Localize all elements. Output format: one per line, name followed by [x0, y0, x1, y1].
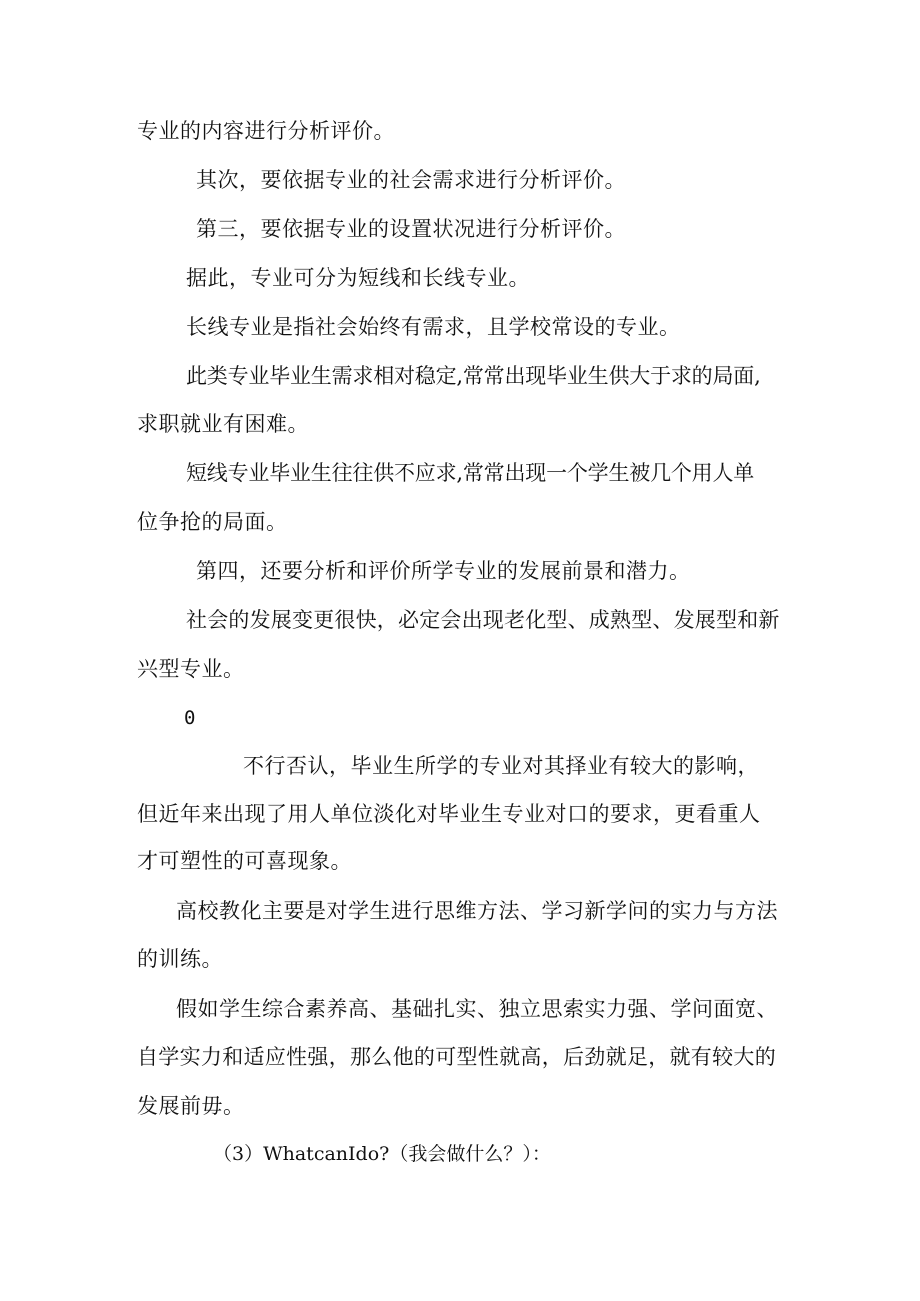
text-line: 的训练。 [137, 947, 223, 971]
text-line: 假如学生综合素养高、基础扎实、独立思索实力强、学问面宽、 [176, 997, 778, 1021]
text-line: 不行否认，毕业生所学的专业对其择业有较大的影响， [243, 754, 759, 778]
text-line: 求职就业有困难。 [137, 412, 309, 436]
text-line: 专业的内容进行分析评价。 [137, 119, 395, 143]
section-heading: （3）WhatcanIdo?（我会做什么？）： [213, 1143, 551, 1165]
text-line: 0 [184, 707, 196, 729]
text-line: 才可塑性的可喜现象。 [137, 849, 352, 873]
text-line: 此类专业毕业生需求相对稳定,常常出现毕业生供大于求的局面, [186, 364, 761, 388]
text-line: 据此，专业可分为短线和长线专业。 [186, 266, 530, 290]
text-line: 第四，还要分析和评价所学专业的发展前景和潜力。 [196, 559, 691, 583]
text-line: 自学实力和适应性强，那么他的可型性就高，后劲就足，就有较大的 [137, 1045, 776, 1069]
text-line: 高校教化主要是对学生进行思维方法、学习新学问的实力与方法 [176, 899, 778, 923]
text-line: 社会的发展变更很快，必定会出现老化型、成熟型、发展型和新 [186, 608, 780, 632]
text-line: 但近年来出现了用人单位淡化对毕业生专业对口的要求，更看重人 [137, 802, 761, 826]
text-line: 长线专业是指社会始终有需求，且学校常设的专业。 [186, 315, 681, 339]
text-line: 其次，要依据专业的社会需求进行分析评价。 [196, 168, 626, 192]
text-line: 位争抢的局面。 [137, 510, 288, 534]
text-line: 发展前毋。 [137, 1094, 245, 1118]
text-line: 兴型专业。 [137, 657, 245, 681]
text-line: 第三，要依据专业的设置状况进行分析评价。 [196, 217, 626, 241]
text-line: 短线专业毕业生往往供不应求,常常出现一个学生被几个用人单 [186, 461, 755, 485]
